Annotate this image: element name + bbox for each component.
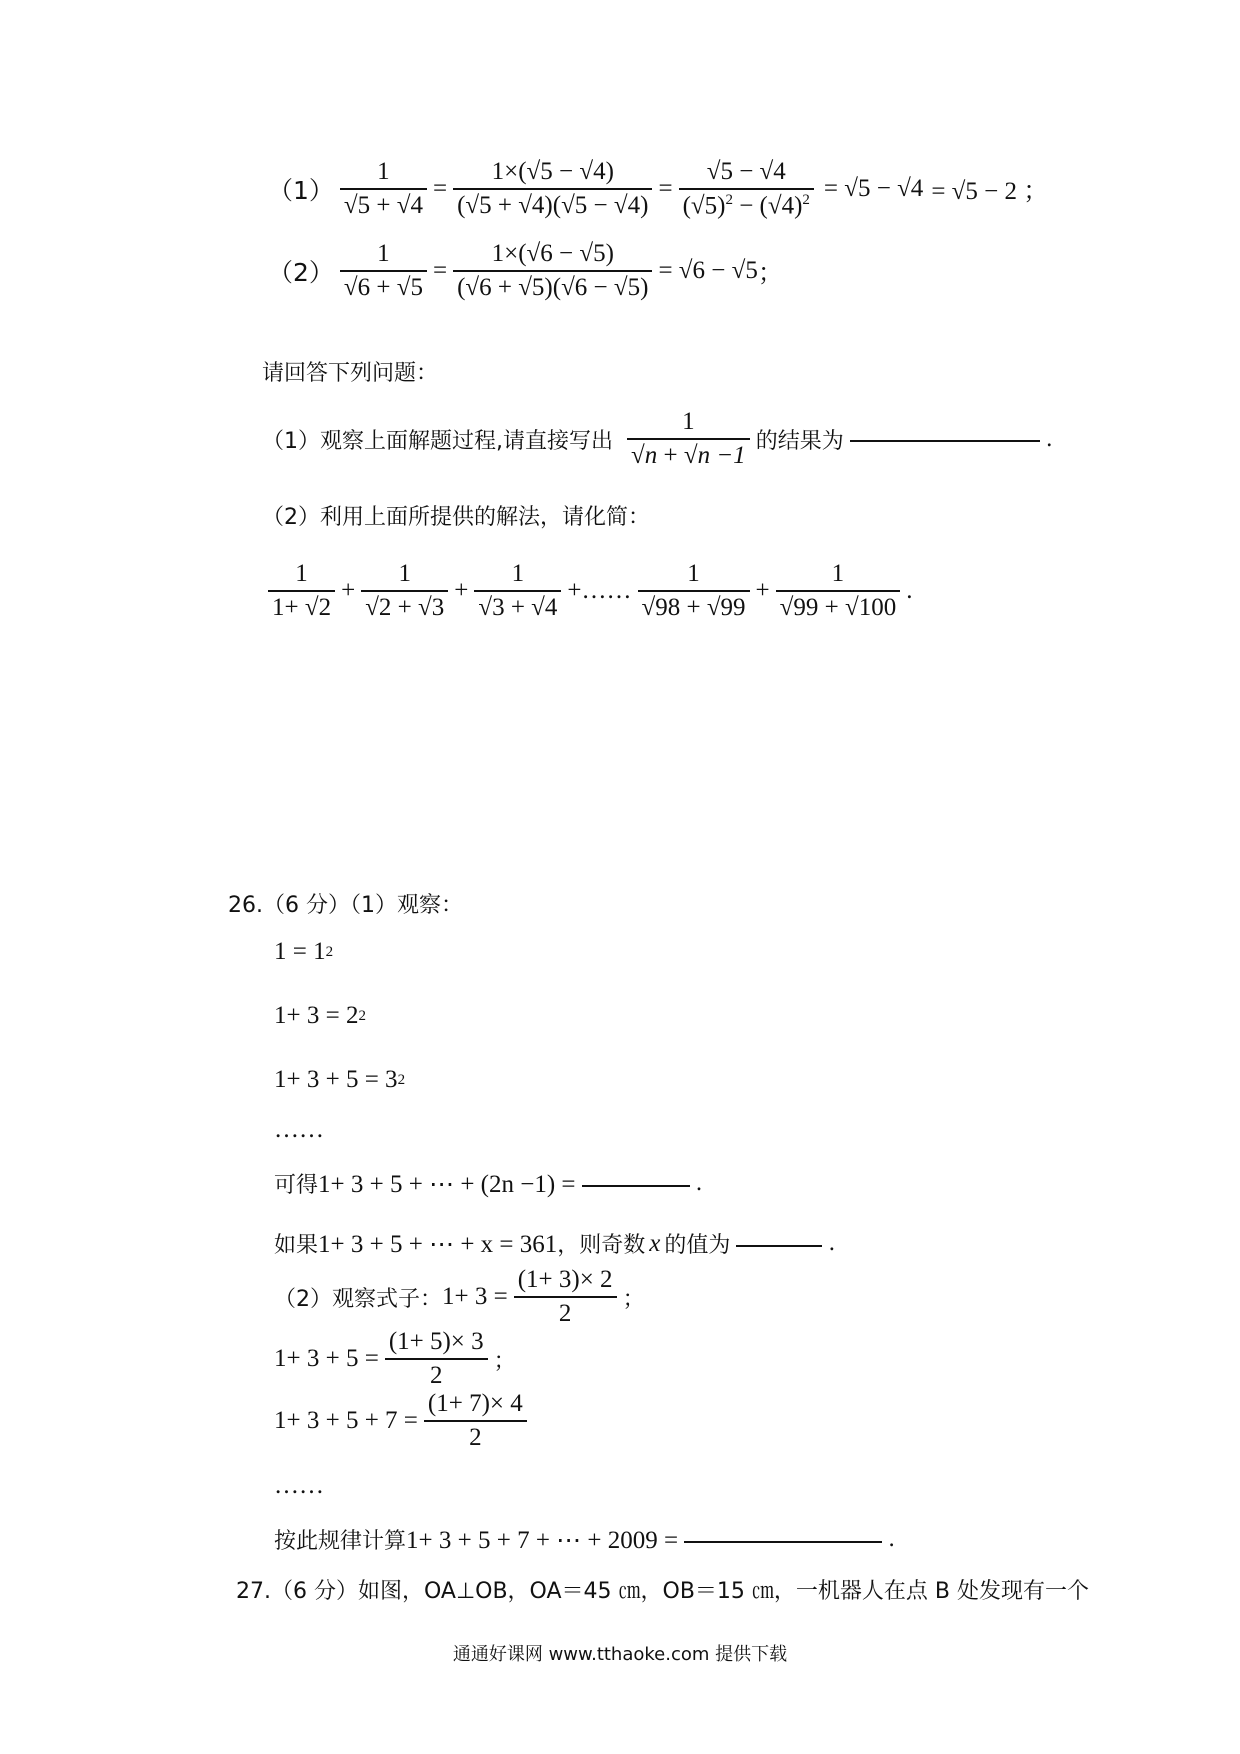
sum-expression: $\frac{1}{1+ √2}$ + $\frac{1}{√2 + √3}$ + $\frac{1}{√3 + √4}$ +…… $\frac{1}{√98 + √99}$ + $\frac{1}{√99 + √100}$ . [262, 560, 912, 622]
sum-term: $\frac{1}{1+ √2}$ [268, 560, 335, 622]
if-line: 如果 1+ 3 + 5 + ⋯ + x = 361 ，则奇数 x 的值为 . [274, 1229, 836, 1258]
fraction: $\frac{(1+ 7)\times 4}{2}$ [424, 1390, 527, 1452]
answer-blank[interactable] [736, 1241, 822, 1247]
fraction: $\frac{√5 - √4}{(√5)^2 - (√4)^2}$ [679, 158, 814, 220]
fraction: $\frac{(1+ 3)\times 2}{2}$ [514, 1266, 617, 1328]
eq-1: 1 = 1 2 [274, 938, 334, 965]
observe-formula-1: （2）观察式子： 1+ 3 = $\frac{(1+ 3)\times 2}{2}$ ； [274, 1266, 645, 1327]
dots: …… [274, 1116, 324, 1143]
item2-label: （2） [268, 258, 334, 287]
fraction: $\frac{1}{√6 + √5}$ [340, 240, 427, 302]
footer: 通通好课网 www.tthaoke.com 提供下载 [452, 1644, 788, 1665]
dots-2: …… [274, 1472, 324, 1499]
observe-formula-2: 1+ 3 + 5 = $\frac{(1+ 5)\times 3}{2}$ ； [274, 1328, 516, 1389]
eq-2: 1+ 3 = 2 2 [274, 1002, 366, 1029]
fraction: $\frac{1\times(√5 - √4)}{(√5 + √4)(√5 - √4)}$ [453, 158, 652, 220]
fraction: $\frac{1}{√5 + √4}$ [340, 158, 427, 220]
answer-blank[interactable] [850, 436, 1040, 442]
question-1: （1）观察上面解题过程,请直接写出 $\frac{1}{√n + √n -1}$ 的结果为 . [262, 408, 1053, 469]
problem-27: 27.（6 分）如图，OA⊥OB，OA＝45 ㎝，OB＝15 ㎝，一机器人在点 B 处发现有一个 [236, 1579, 1089, 1604]
observe-formula-3: 1+ 3 + 5 + 7 = $\frac{(1+ 7)\times 4}{2}$ [274, 1390, 533, 1452]
prompt: 请回答下列问题： [262, 361, 439, 386]
sum-term: $\frac{1}{√2 + √3}$ [361, 560, 448, 622]
answer-blank[interactable] [684, 1537, 882, 1543]
calc-line: 按此规律计算 1+ 3 + 5 + 7 + ⋯ + 2009 = . [274, 1526, 896, 1554]
answer-blank[interactable] [582, 1181, 690, 1187]
fraction: $\frac{1\times(√6 - √5)}{(√6 + √5)(√6 - √5)}$ [453, 240, 652, 302]
fraction: $\frac{(1+ 5)\times 3}{2}$ [385, 1328, 488, 1390]
question-2: （2）利用上面所提供的解法，请化简： [262, 505, 650, 530]
item1-label: （1） [268, 176, 334, 206]
deduce-line: 可得 1+ 3 + 5 + ⋯ + (2n −1) = . [274, 1170, 703, 1198]
sum-term: $\frac{1}{√3 + √4}$ [474, 560, 561, 622]
problem-26-header: 26.（6 分）（1）观察： [228, 893, 463, 918]
example-item-2: （2） $\frac{1}{√6 + √5}$ = $\frac{1\times(√6 - √5)}{(√6 + √5)(√6 - √5)}$ = √6 − √5 ； [268, 240, 783, 301]
sum-term: $\frac{1}{√99 + √100}$ [776, 560, 901, 622]
fraction: $\frac{1}{√n + √n -1}$ [627, 408, 750, 470]
sum-term: $\frac{1}{√98 + √99}$ [638, 560, 750, 622]
eq-3: 1+ 3 + 5 = 3 2 [274, 1066, 406, 1093]
example-item-1: （1） $\frac{1}{√5 + √4}$ = $\frac{1\times(√5 - √4)}{(√5 + √4)(√5 - √4)}$ = $\frac{√5 - √4}{(√5)^2 - (√4)^2}$ = √5 − √4 = √5 − 2 ； [268, 158, 1049, 220]
